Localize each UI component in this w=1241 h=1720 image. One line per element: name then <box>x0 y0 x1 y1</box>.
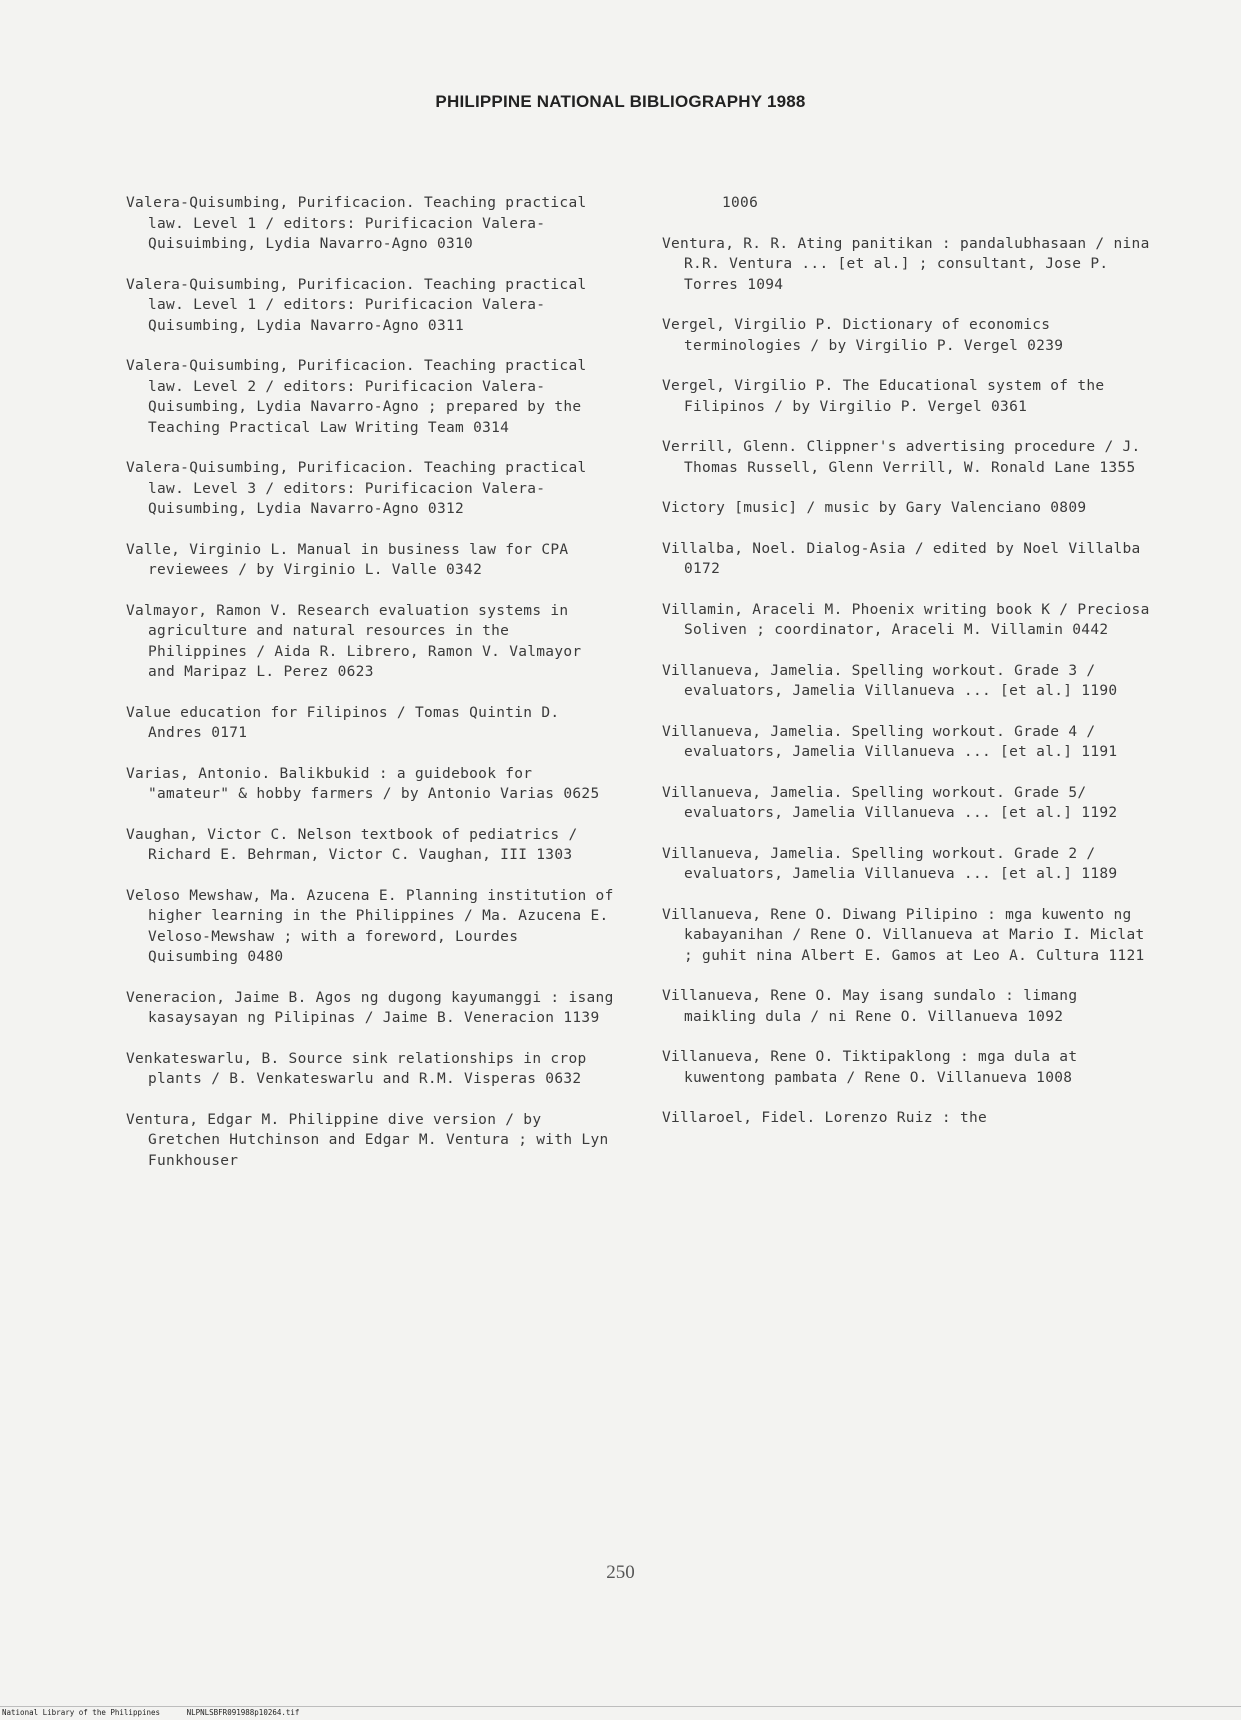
bibliography-entry: Villaroel, Fidel. Lorenzo Ruiz : the <box>662 1110 988 1126</box>
bibliography-entry: Verrill, Glenn. Clippner's advertising procedure / J. Thomas Russell, Glenn Verrill, W. Ronald Lane 1355 <box>662 439 1141 476</box>
bibliography-entry: Value education for Filipinos / Tomas Quintin D. Andres 0171 <box>126 704 560 741</box>
bibliography-entry: Valle, Virginio L. Manual in business law for CPA reviewees / by Virginio L. Valle 0342 <box>126 541 569 578</box>
bibliography-entry: Valera-Quisumbing, Purificacion. Teaching practical law. Level 3 / editors: Purificacion Valera-Quisumbing, Lydia Navarro-Agno 0312 <box>126 460 587 517</box>
page-number: 250 <box>606 1562 635 1583</box>
scan-footer <box>2 1708 321 1717</box>
bibliography-entry: Ventura, Edgar M. Philippine dive version / by Gretchen Hutchinson and Edgar M. Ventura ; with Lyn Funkhouser <box>126 1111 609 1169</box>
bibliography-entry: Villanueva, Jamelia. Spelling workout. Grade 3 / evaluators, Jamelia Villanueva ... [et al.] 1190 <box>662 662 1118 699</box>
bibliography-entry: Vergel, Virgilio P. Dictionary of economics terminologies / by Virgilio P. Vergel 0239 <box>662 317 1064 354</box>
bibliography-entry: Valera-Quisumbing, Purificacion. Teaching practical law. Level 1 / editors: Purificacion Valera-Quisuimbing, Lydia Navarro-Agno 0310 <box>126 195 587 252</box>
entry-continuation: 1006 <box>722 195 759 211</box>
bibliography-entry: Ventura, R. R. Ating panitikan : pandalubhasaan / nina R.R. Ventura ... [et al.] ; consultant, Jose P. Torres 1094 <box>662 235 1150 293</box>
bibliography-entry: Valera-Quisumbing, Purificacion. Teaching practical law. Level 2 / editors: Purificacion Valera-Quisumbing, Lydia Navarro-Agno ; prepared by the Teaching Practical Law Writing Team 0314 <box>126 358 587 436</box>
bibliography-entry: Villalba, Noel. Dialog-Asia / edited by Noel Villalba 0172 <box>662 540 1141 577</box>
page-title: PHILIPPINE NATIONAL BIBLIOGRAPHY 1988 <box>435 92 806 111</box>
right-column <box>662 193 1152 1149</box>
footer-divider <box>0 1706 1241 1707</box>
bibliography-entry: Villanueva, Rene O. May isang sundalo : limang maikling dula / ni Rene O. Villanueva 1092 <box>662 988 1078 1025</box>
bibliography-entry: Valmayor, Ramon V. Research evaluation systems in agriculture and natural resources in the Philippines / Aida R. Librero, Ramon V. Valmayor and Maripaz L. Perez 0623 <box>126 602 582 680</box>
bibliography-entry: Villanueva, Rene O. Tiktipaklong : mga dula at kuwentong pambata / Rene O. Villanueva 1008 <box>662 1049 1078 1086</box>
bibliography-entry: Villamin, Araceli M. Phoenix writing book K / Preciosa Soliven ; coordinator, Araceli M. Villamin 0442 <box>662 601 1150 638</box>
bibliography-entry: Veloso Mewshaw, Ma. Azucena E. Planning institution of higher learning in the Philippines / Ma. Azucena E. Veloso-Mewshaw ; with a foreword, Lourdes Quisumbing 0480 <box>126 887 614 965</box>
bibliography-entry: Venkateswarlu, B. Source sink relationships in crop plants / B. Venkateswarlu and R.M. Visperas 0632 <box>126 1050 587 1087</box>
left-column <box>126 193 616 1191</box>
bibliography-entry: Villanueva, Jamelia. Spelling workout. Grade 5/ evaluators, Jamelia Villanueva ... [et al.] 1192 <box>662 784 1118 821</box>
bibliography-entry: Villanueva, Jamelia. Spelling workout. Grade 4 / evaluators, Jamelia Villanueva ... [et al.] 1191 <box>662 723 1118 760</box>
bibliography-entry: Villanueva, Rene O. Diwang Pilipino : mga kuwento ng kabayanihan / Rene O. Villanueva at Mario I. Miclat ; guhit nina Albert E. Gamos at Leo A. Cultura 1121 <box>662 906 1145 964</box>
bibliography-entry: Villanueva, Jamelia. Spelling workout. Grade 2 / evaluators, Jamelia Villanueva ... [et al.] 1189 <box>662 845 1118 882</box>
footer-file: NLPNLSBFR091988p10264.tif <box>186 1708 300 1717</box>
bibliography-entry: Veneracion, Jaime B. Agos ng dugong kayumanggi : isang kasaysayan ng Pilipinas / Jaime B. Veneracion 1139 <box>126 989 614 1026</box>
bibliography-entry: Vaughan, Victor C. Nelson textbook of pediatrics / Richard E. Behrman, Victor C. Vaughan, III 1303 <box>126 826 578 863</box>
bibliography-entry: Valera-Quisumbing, Purificacion. Teaching practical law. Level 1 / editors: Purificacion Valera-Quisumbing, Lydia Navarro-Agno 0311 <box>126 276 587 334</box>
footer-library: National Library of the Philippines <box>2 1708 161 1717</box>
bibliography-entry: Vergel, Virgilio P. The Educational system of the Filipinos / by Virgilio P. Vergel 0361 <box>662 378 1105 415</box>
bibliography-entry: Varias, Antonio. Balikbukid : a guidebook for "amateur" & hobby farmers / by Antonio Varias 0625 <box>126 765 600 802</box>
bibliography-entry: Victory [music] / music by Gary Valenciano 0809 <box>662 500 1087 516</box>
